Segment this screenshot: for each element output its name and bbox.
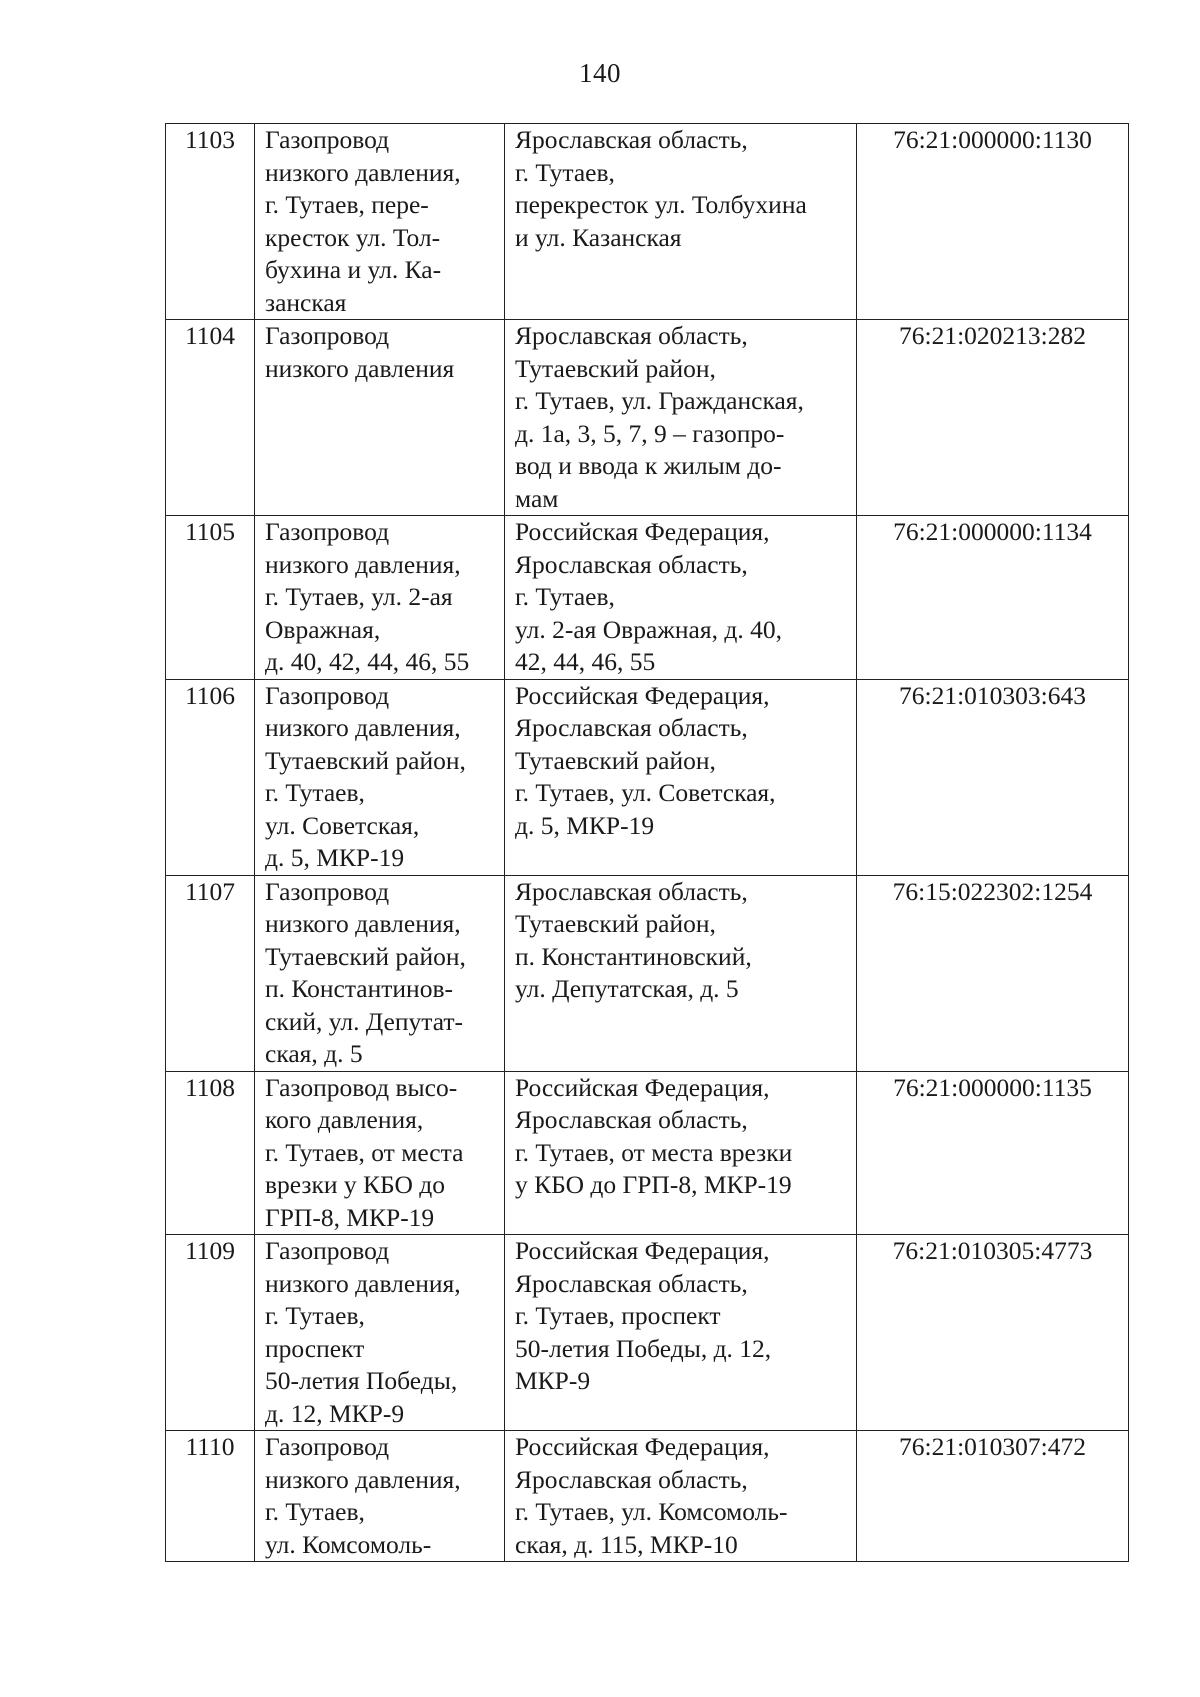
address-line: п. Константиновский,: [515, 941, 752, 971]
object-name-line: г. Тутаев, от места: [265, 1137, 464, 1167]
row-number: 1104: [166, 320, 255, 516]
object-name-line: п. Константинов-: [265, 974, 453, 1003]
address-cell: [505, 1071, 857, 1235]
address-line: г. Тутаев, ул. Комсомоль-: [515, 1497, 788, 1526]
table-row: [166, 1431, 1129, 1562]
address-line: г. Тутаев,: [515, 582, 615, 611]
cadastral-number: 76:21:010307:472: [857, 1431, 1129, 1562]
table-row: [166, 875, 1129, 1071]
object-name-line: Газопровод: [265, 321, 390, 350]
address-line: ская, д. 115, МКР-10: [515, 1529, 738, 1559]
object-name-line: Газопровод высо-: [265, 1072, 458, 1102]
registry-table: [165, 123, 1129, 1562]
address-line: Российская Федерация,: [515, 1236, 770, 1265]
address-cell: [505, 516, 857, 680]
address-line: вод и ввода к жилым до-: [515, 451, 782, 480]
address-line: 50-летия Победы, д. 12,: [515, 1333, 772, 1363]
object-name-line: 50-летия Победы,: [265, 1366, 458, 1395]
object-name-line: низкого давления,: [265, 1268, 461, 1298]
cadastral-number: 76:21:020213:282: [857, 320, 1129, 516]
object-name-line: Овражная,: [265, 614, 381, 644]
object-name-line: ул. Советская,: [265, 810, 420, 840]
object-name-line: Газопровод: [265, 517, 390, 546]
address-line: г. Тутаев, ул. Гражданская,: [515, 386, 804, 415]
row-number: 1110: [166, 1431, 255, 1562]
address-line: ул. Депутатская, д. 5: [515, 974, 739, 1003]
table-row: [166, 516, 1129, 680]
address-line: перекресток ул. Толбухина: [515, 190, 807, 219]
object-name-line: Газопровод: [265, 876, 390, 906]
object-name-line: г. Тутаев,: [265, 1497, 365, 1526]
table-row: [166, 320, 1129, 516]
address-line: 42, 44, 46, 55: [515, 647, 656, 676]
address-line: Тутаевский район,: [515, 745, 716, 775]
object-name-line: низкого давления,: [265, 549, 461, 579]
address-line: г. Тутаев, проспект: [515, 1301, 721, 1330]
object-name-line: д. 5, МКР-19: [265, 843, 405, 872]
object-name-line: Газопровод: [265, 125, 390, 154]
object-name-line: низкого давления: [265, 353, 455, 383]
object-name-cell: [255, 124, 505, 320]
row-number: 1108: [166, 1071, 255, 1235]
row-number: 1106: [166, 679, 255, 875]
object-name-line: кресток ул. Тол-: [265, 222, 441, 252]
cadastral-number: 76:21:010305:4773: [857, 1235, 1129, 1431]
address-line: мам: [515, 483, 559, 513]
object-name-line: Тутаевский район,: [265, 941, 466, 971]
row-number: 1103: [166, 124, 255, 320]
cadastral-number: 76:21:000000:1135: [857, 1071, 1129, 1235]
object-name-line: Газопровод: [265, 1236, 390, 1265]
object-name-line: низкого давления,: [265, 157, 461, 187]
object-name-line: ГРП-8, МКР-19: [265, 1202, 435, 1232]
address-line: Ярославская область,: [515, 1105, 748, 1134]
object-name-line: Газопровод: [265, 680, 390, 710]
object-name-line: ская, д. 5: [265, 1039, 363, 1068]
address-cell: [505, 320, 857, 516]
address-line: Тутаевский район,: [515, 909, 716, 938]
address-line: Ярославская область,: [515, 549, 748, 579]
address-line: д. 5, МКР-19: [515, 810, 655, 840]
address-line: Тутаевский район,: [515, 353, 716, 383]
address-line: и ул. Казанская: [515, 222, 682, 252]
object-name-line: занская: [265, 287, 347, 317]
object-name-line: ул. Комсомоль-: [265, 1529, 432, 1559]
cadastral-number: 76:21:000000:1130: [857, 124, 1129, 320]
address-cell: [505, 1431, 857, 1562]
row-number: 1105: [166, 516, 255, 680]
address-line: Российская Федерация,: [515, 517, 770, 546]
cadastral-number: 76:21:000000:1134: [857, 516, 1129, 680]
registry-table-body: [166, 124, 1129, 1562]
object-name-line: г. Тутаев, ул. 2-ая: [265, 582, 453, 611]
object-name-line: бухина и ул. Ка-: [265, 255, 442, 284]
object-name-line: д. 40, 42, 44, 46, 55: [265, 647, 470, 676]
address-line: у КБО до ГРП-8, МКР-19: [515, 1170, 792, 1199]
object-name-cell: [255, 1235, 505, 1431]
address-line: Российская Федерация,: [515, 1072, 770, 1102]
object-name-line: кого давления,: [265, 1105, 424, 1134]
address-line: Российская Федерация,: [515, 1432, 770, 1461]
address-line: г. Тутаев,: [515, 157, 615, 187]
object-name-cell: [255, 1431, 505, 1562]
table-row: [166, 679, 1129, 875]
address-line: Ярославская область,: [515, 125, 748, 154]
object-name-cell: [255, 516, 505, 680]
address-line: МКР-9: [515, 1366, 591, 1395]
object-name-line: г. Тутаев, пере-: [265, 190, 429, 219]
address-cell: [505, 1235, 857, 1431]
address-line: Ярославская область,: [515, 321, 748, 350]
object-name-line: Тутаевский район,: [265, 745, 466, 775]
row-number: 1107: [166, 875, 255, 1071]
object-name-line: Газопровод: [265, 1432, 390, 1461]
table-row: [166, 124, 1129, 320]
address-cell: [505, 679, 857, 875]
address-line: Ярославская область,: [515, 713, 748, 742]
address-line: г. Тутаев, ул. Советская,: [515, 778, 776, 807]
object-name-line: проспект: [265, 1333, 365, 1363]
address-cell: [505, 875, 857, 1071]
object-name-line: г. Тутаев,: [265, 1301, 365, 1330]
object-name-line: д. 12, МКР-9: [265, 1398, 405, 1428]
address-line: Российская Федерация,: [515, 680, 770, 710]
object-name-line: низкого давления,: [265, 713, 461, 742]
cadastral-number: 76:15:022302:1254: [857, 875, 1129, 1071]
address-line: Ярославская область,: [515, 1268, 748, 1298]
address-line: г. Тутаев, от места врезки: [515, 1137, 793, 1167]
cadastral-number: 76:21:010303:643: [857, 679, 1129, 875]
object-name-cell: [255, 320, 505, 516]
page-number: 140: [579, 58, 621, 88]
address-line: д. 1а, 3, 5, 7, 9 – газопро-: [515, 418, 785, 448]
object-name-line: низкого давления,: [265, 1464, 461, 1494]
object-name-cell: [255, 679, 505, 875]
object-name-line: низкого давления,: [265, 909, 461, 938]
object-name-line: ский, ул. Депутат-: [265, 1006, 464, 1036]
object-name-line: г. Тутаев,: [265, 778, 365, 807]
address-line: ул. 2-ая Овражная, д. 40,: [515, 614, 782, 644]
object-name-line: врезки у КБО до: [265, 1170, 446, 1199]
object-name-cell: [255, 1071, 505, 1235]
address-line: Ярославская область,: [515, 876, 748, 906]
address-line: Ярославская область,: [515, 1464, 748, 1494]
row-number: 1109: [166, 1235, 255, 1431]
table-row: [166, 1235, 1129, 1431]
object-name-cell: [255, 875, 505, 1071]
address-cell: [505, 124, 857, 320]
table-row: [166, 1071, 1129, 1235]
